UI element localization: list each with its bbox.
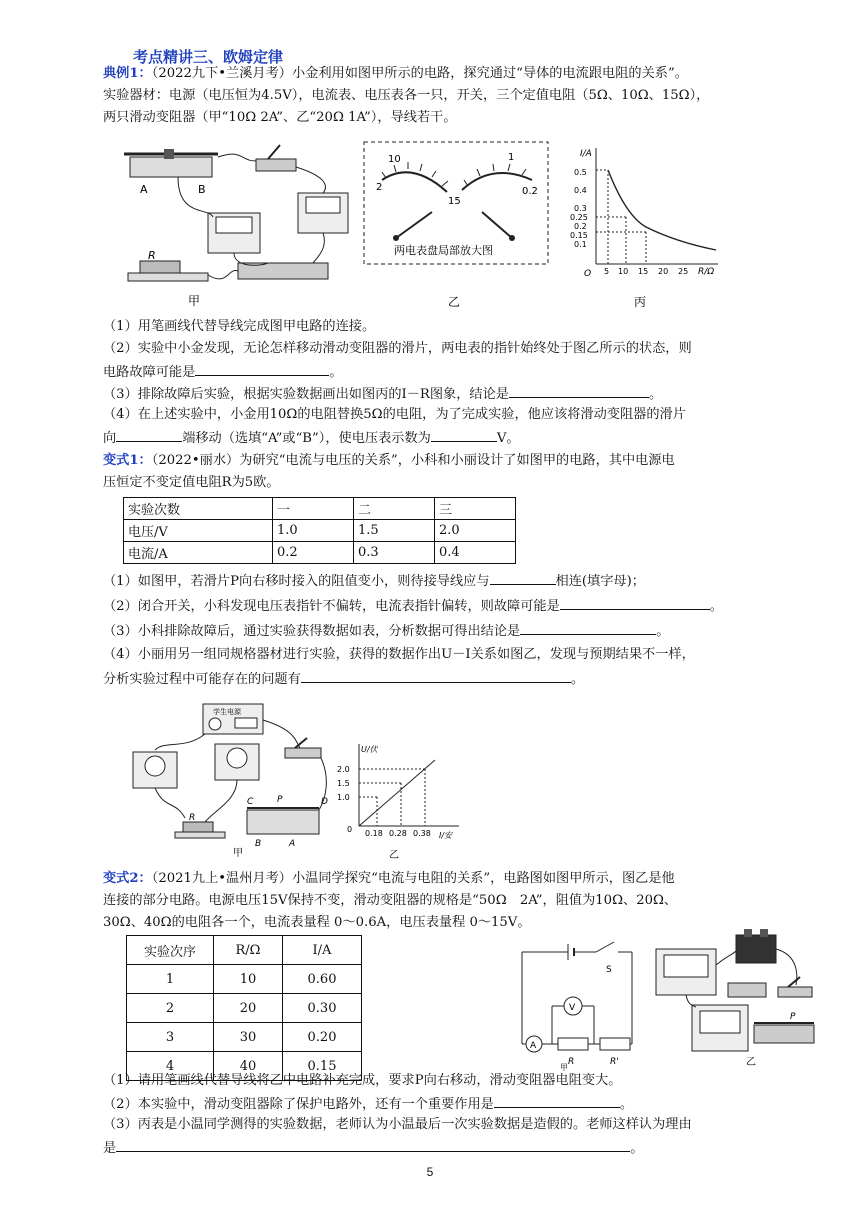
table-row <box>127 965 362 994</box>
graph2-xtick: 0.18 <box>365 829 383 838</box>
ex1-q1: （1）用笔画线代替导线完成图甲电路的连接。 <box>103 319 376 334</box>
graph1-ytick: 0.3 <box>574 204 587 213</box>
fig-label-yi: 乙 <box>389 850 399 861</box>
ex1-q3: （3）排除故障后实验，根据实验数据画出如图丙的I－R图象，结论是 。 <box>103 383 662 405</box>
table-cell: 0.2 <box>273 542 354 564</box>
fig-label-jia: 甲 <box>233 848 243 859</box>
ex1-figure-yi <box>362 140 552 312</box>
ex1-q2-line1: （2）实验中小金发现，无论怎样移动滑动变阻器的滑片，两电表的指针始终处于图乙所示的状态，则 <box>103 341 692 356</box>
graph1-ytick: 0.2 <box>574 222 587 231</box>
graph1-xtick: 25 <box>678 267 689 276</box>
table-cell: 0.15 <box>283 1052 362 1081</box>
ex3-data-table <box>126 935 362 1081</box>
resistor-label: R <box>568 1057 575 1067</box>
ex1-line3: 两只滑动变阻器（甲“10Ω 2A”、乙“20Ω 1A”），导线若干。 <box>103 110 457 125</box>
graph2-xtick: 0.38 <box>413 829 431 838</box>
answer-blank[interactable] <box>494 1093 620 1108</box>
ex3-line2: 连接的部分电路。电源电压15V保持不变，滑动变阻器的规格是“50Ω 2A”，阻值为10Ω、20Ω、 <box>103 893 678 908</box>
ex2-line1: 变式1：（2022•丽水）为研究“电流与电压的关系”，小科和小丽设计了如图甲的电路，其中电源电 <box>103 453 675 468</box>
ex3-label: 变式2： <box>103 871 152 886</box>
table-cell: 30 <box>214 1023 283 1052</box>
meter-left-b: 2 <box>376 182 383 193</box>
ex2-data-table <box>123 497 516 564</box>
table-row <box>124 520 516 542</box>
table-cell: 1 <box>127 965 214 994</box>
table-cell: I/A <box>283 936 362 965</box>
table-cell: 20 <box>214 994 283 1023</box>
graph1-xtick: 5 <box>604 267 610 276</box>
ex1-figure-jia <box>118 137 350 313</box>
graph1-ytick: 0.5 <box>574 168 587 177</box>
fig-label-yi: 乙 <box>746 1057 756 1068</box>
graph1-ylabel: I/A <box>580 149 592 159</box>
answer-blank[interactable] <box>195 361 329 376</box>
fig-label-jia: 甲 <box>188 294 201 308</box>
answer-blank[interactable] <box>490 570 556 585</box>
meter-right-b: 0.2 <box>522 186 538 197</box>
ex2-q3: （3）小科排除故障后，通过实验获得数据如表，分析数据可得出结论是 。 <box>103 620 669 642</box>
ex2-label: 变式1： <box>103 453 152 468</box>
answer-blank[interactable] <box>509 383 649 398</box>
graph1-origin: O <box>584 269 592 279</box>
table-row <box>124 542 516 564</box>
label-r: R <box>189 813 196 823</box>
table-cell: 1.5 <box>354 520 435 542</box>
table-cell: 0.60 <box>283 965 362 994</box>
ex2-figure-yi <box>335 740 465 862</box>
table-cell: 10 <box>214 965 283 994</box>
ex1-q4-line2: 向 端移动（选填“A”或“B”），使电压表示数为 V。 <box>103 427 520 449</box>
ex1-label: 典例1： <box>103 66 152 81</box>
meter-right-a: 1 <box>508 152 515 163</box>
label-b: B <box>255 839 262 849</box>
graph2-ytick: 1.5 <box>337 779 350 788</box>
graph1-ytick: 0.4 <box>574 186 587 195</box>
graph1-xtick: 20 <box>658 267 669 276</box>
table-cell: 40 <box>214 1052 283 1081</box>
ex3-q2: （2）本实验中，滑动变阻器除了保护电路外，还有一个重要作用是 。 <box>103 1093 633 1115</box>
answer-blank[interactable] <box>520 620 656 635</box>
graph2-xtick: 0.28 <box>389 829 407 838</box>
ex3-q1: （1）请用笔画线代替导线将乙中电路补充完成，要求P向右移动，滑动变阻器电阻变大。 <box>103 1073 622 1088</box>
voltmeter-symbol: V <box>569 1003 576 1013</box>
table-cell: 电流/A <box>124 542 273 564</box>
answer-blank[interactable] <box>116 1137 630 1152</box>
fig-label-jia: 甲 <box>560 1063 568 1072</box>
label-c: C <box>247 797 254 807</box>
table-row <box>124 498 516 520</box>
table-cell: 一 <box>273 498 354 520</box>
power-supply-label: 学生电源 <box>213 708 241 716</box>
ex1-q2-line2: 电路故障可能是 。 <box>103 361 343 383</box>
table-cell: 0.30 <box>283 994 362 1023</box>
graph1-xlabel: R/Ω <box>698 267 715 277</box>
section-title: 考点精讲三、欧姆定律 <box>133 48 284 66</box>
graph1-xtick: 15 <box>638 267 649 276</box>
ex2-q4-line1: （4）小丽用另一组同规格器材进行实验，获得的数据作出U－I关系如图乙，发现与预期结果不一样， <box>103 647 695 662</box>
ex3-figure-jia <box>512 938 640 1072</box>
graph2-origin: 0 <box>347 825 353 834</box>
meter-left-a: 10 <box>388 154 401 165</box>
table-cell: 0.3 <box>354 542 435 564</box>
graph1-xtick: 10 <box>618 267 629 276</box>
table-cell: 4 <box>127 1052 214 1081</box>
table-row <box>127 936 362 965</box>
label-b: B <box>198 183 206 196</box>
table-cell: 3 <box>127 1023 214 1052</box>
table-row <box>127 1023 362 1052</box>
slider-label: P <box>790 1012 796 1022</box>
label-d: D <box>321 797 328 807</box>
meter-left-c: 15 <box>448 196 461 207</box>
switch-label: S <box>606 965 612 975</box>
table-cell: 电压/V <box>124 520 273 542</box>
ex2-q2: （2）闭合开关，小科发现电压表指针不偏转，电流表指针偏转，则故障可能是 。 <box>103 595 723 617</box>
answer-blank[interactable] <box>116 427 182 442</box>
table-cell: 2 <box>127 994 214 1023</box>
answer-blank[interactable] <box>431 427 497 442</box>
graph2-ytick: 1.0 <box>337 793 350 802</box>
table-cell: 2.0 <box>435 520 516 542</box>
ex2-figure-jia <box>125 700 335 860</box>
graph1-ytick: 0.25 <box>570 213 588 222</box>
ex3-figure-yi <box>648 925 818 1070</box>
label-a: A <box>140 183 148 196</box>
graph1-ytick: 0.15 <box>570 231 588 240</box>
ex3-q3-line1: （3）丙表是小温同学测得的实验数据，老师认为小温最后一次实验数据是造假的。老师这样认为理由 <box>103 1117 692 1132</box>
ex2-line2: 压恒定不变定值电阻R为5欧。 <box>103 475 280 490</box>
ammeter-symbol: A <box>530 1041 537 1051</box>
ex1-line1: 典例1：（2022九下•兰溪月考）小金利用如图甲所示的电路，探究通过“导体的电流跟电阻的关系”。 <box>103 66 688 81</box>
answer-blank[interactable] <box>560 595 710 610</box>
ex3-line1: 变式2：（2021九上•温州月考）小温同学探究“电流与电阻的关系”，电路图如图甲所示，图乙是他 <box>103 871 675 886</box>
table-cell: 三 <box>435 498 516 520</box>
ex2-q1: （1）如图甲，若滑片P向右移时接入的阻值变小，则待接导线应与 相连(填字母)； <box>103 570 645 592</box>
label-a: A <box>289 839 296 849</box>
ex1-line2: 实验器材：电源（电压恒为4.5V），电流表、电压表各一只，开关，三个定值电阻（5Ω、10Ω、15Ω）， <box>103 88 710 103</box>
graph1-ytick: 0.1 <box>574 240 587 249</box>
ex1-q4-line1: （4）在上述实验中，小金用10Ω的电阻替换5Ω的电阻，为了完成实验，他应该将滑动变阻器的滑片 <box>103 407 686 422</box>
page-number: 5 <box>426 1165 434 1179</box>
table-cell: 实验次数 <box>124 498 273 520</box>
table-cell: 二 <box>354 498 435 520</box>
ex3-q3-line2: 是 。 <box>103 1137 643 1159</box>
fig-label-bing: 丙 <box>634 295 647 309</box>
ex2-q4-line2: 分析实验过程中可能存在的问题有 。 <box>103 668 584 690</box>
rheostat-label: R' <box>610 1057 619 1067</box>
label-p: P <box>277 795 283 805</box>
meter-caption: 两电表盘局部放大图 <box>394 244 493 257</box>
answer-blank[interactable] <box>301 668 571 683</box>
table-cell: 0.4 <box>435 542 516 564</box>
graph2-xlabel: I/安 <box>439 831 453 840</box>
table-cell: R/Ω <box>214 936 283 965</box>
fig-label-yi: 乙 <box>448 295 461 309</box>
graph2-ylabel: U/伏 <box>361 745 378 754</box>
ex3-line3: 30Ω、40Ω的电阻各一个，电流表量程 0～0.6A，电压表量程 0～15V。 <box>103 915 531 930</box>
table-cell: 实验次序 <box>127 936 214 965</box>
table-cell: 0.20 <box>283 1023 362 1052</box>
table-row <box>127 994 362 1023</box>
graph2-ytick: 2.0 <box>337 765 350 774</box>
label-r: R <box>148 249 156 262</box>
table-cell: 1.0 <box>273 520 354 542</box>
ex1-figure-bing <box>566 140 726 312</box>
